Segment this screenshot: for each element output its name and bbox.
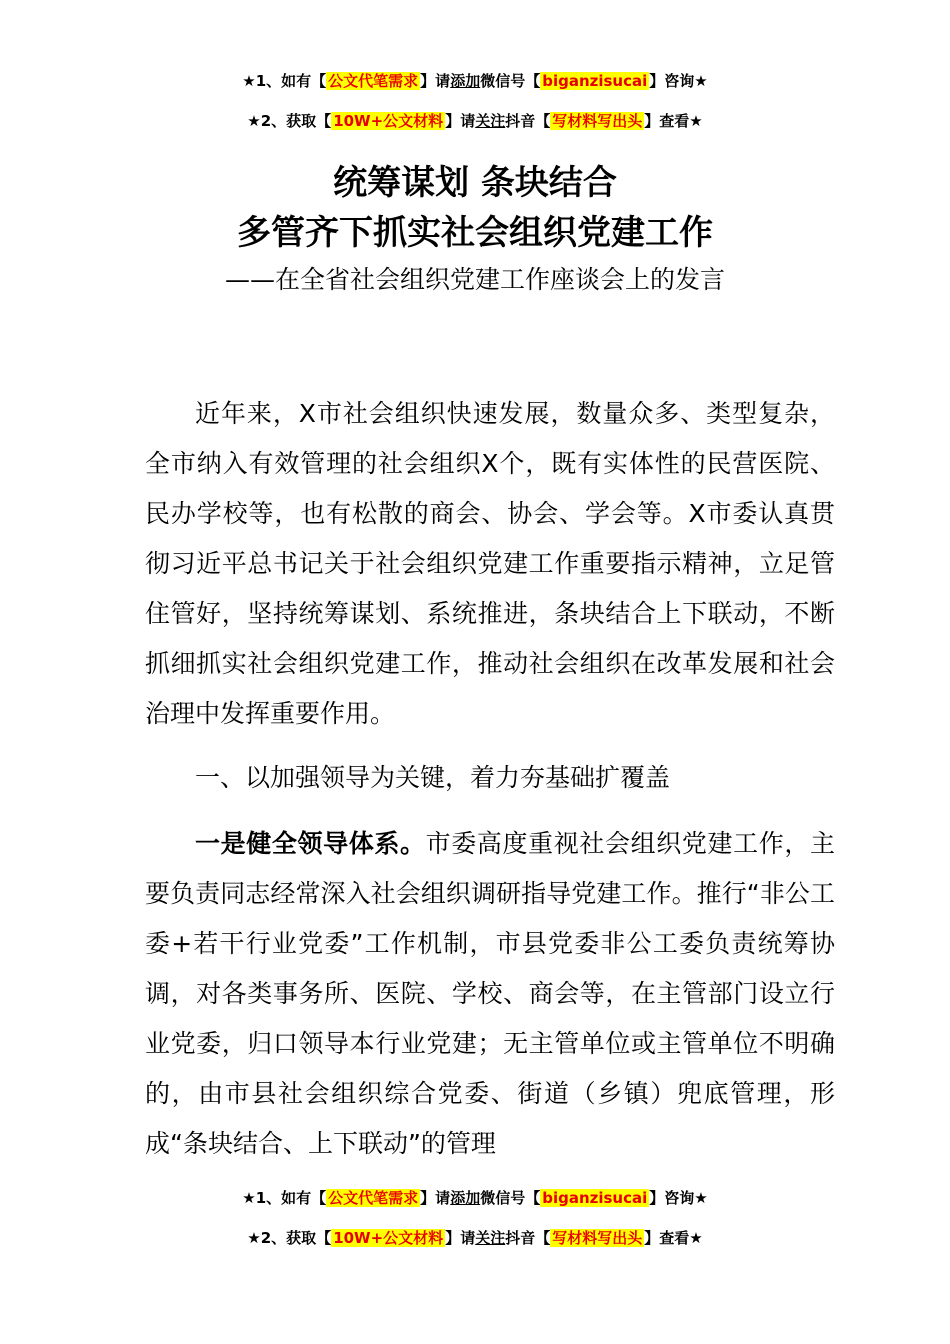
star-icon: ★ — [247, 112, 261, 130]
promo-highlight: 公文代笔需求 — [328, 1189, 419, 1207]
star-icon: ★ — [242, 72, 256, 90]
body-paragraph-point-1 — [145, 819, 835, 1169]
star-icon: ★ — [242, 1189, 256, 1207]
section-heading: 一、以加强领导为关键，着力夯基础扩覆盖 — [195, 763, 671, 792]
promo-highlight: 10W+公文材料 — [333, 1229, 444, 1247]
document-title-line-1: 统筹谋划 条块结合 — [333, 163, 617, 203]
star-icon: ★ — [247, 1229, 261, 1247]
document-title-line-2: 多管齐下抓实社会组织党建工作 — [237, 213, 713, 253]
promo-douyin-id: 写材料写出头 — [552, 1229, 643, 1247]
intro-paragraph: 近年来，X市社会组织快速发展，数量众多、类型复杂，全市纳入有效管理的社会组织X个，既有实体性的民营医院、民办学校等，也有松散的商会、协会、学会等。X市委认真贯彻习近平总书记关于社会组织党建工作重要指示精神，立足管住管好，坚持统筹谋划、系统推进，条块结合上下联动，不断抓细抓实社会组织党建工作，推动社会组织在改革发展和社会治理中发挥重要作用。 — [145, 399, 835, 728]
promo-highlight: 公文代笔需求 — [328, 72, 419, 90]
promo-highlight: 10W+公文材料 — [333, 112, 444, 130]
point-text: 市委高度重视社会组织党建工作，主要负责同志经常深入社会组织调研指导党建工作。推行“非公工委+若干行业党委”工作机制，市县党委非公工委负责统筹协调，对各类事务所、医院、学校、商会等，在主管部门设立行业党委，归口领导本行业党建；无主管单位或主管单位不明确的，由市县社会组织综合党委、街道（乡镇）兜底管理，形成“条块结合、上下联动”的管理 — [145, 829, 835, 1158]
header-promo-line-1: ★1、如有【 公文代笔需求 】请添加微信号【 biganzisucai 】咨询★ — [242, 72, 708, 90]
promo-douyin-id: 写材料写出头 — [552, 112, 643, 130]
footer-promo-line-1: ★1、如有【 公文代笔需求 】请添加微信号【 biganzisucai 】咨询★ — [242, 1189, 708, 1207]
footer-promo-line-2: ★2、获取【 10W+公文材料 】请关注抖音【 写材料写出头 】查看★ — [247, 1229, 703, 1247]
promo-wechat-id: biganzisucai — [542, 1189, 648, 1207]
promo-wechat-id: biganzisucai — [542, 72, 648, 90]
header-promo-line-2: ★2、获取【 10W+公文材料 】请关注抖音【 写材料写出头 】查看★ — [247, 112, 703, 130]
document-subtitle: ——在全省社会组织党建工作座谈会上的发言 — [224, 265, 725, 294]
point-lead: 一是健全领导体系。 — [195, 829, 426, 858]
